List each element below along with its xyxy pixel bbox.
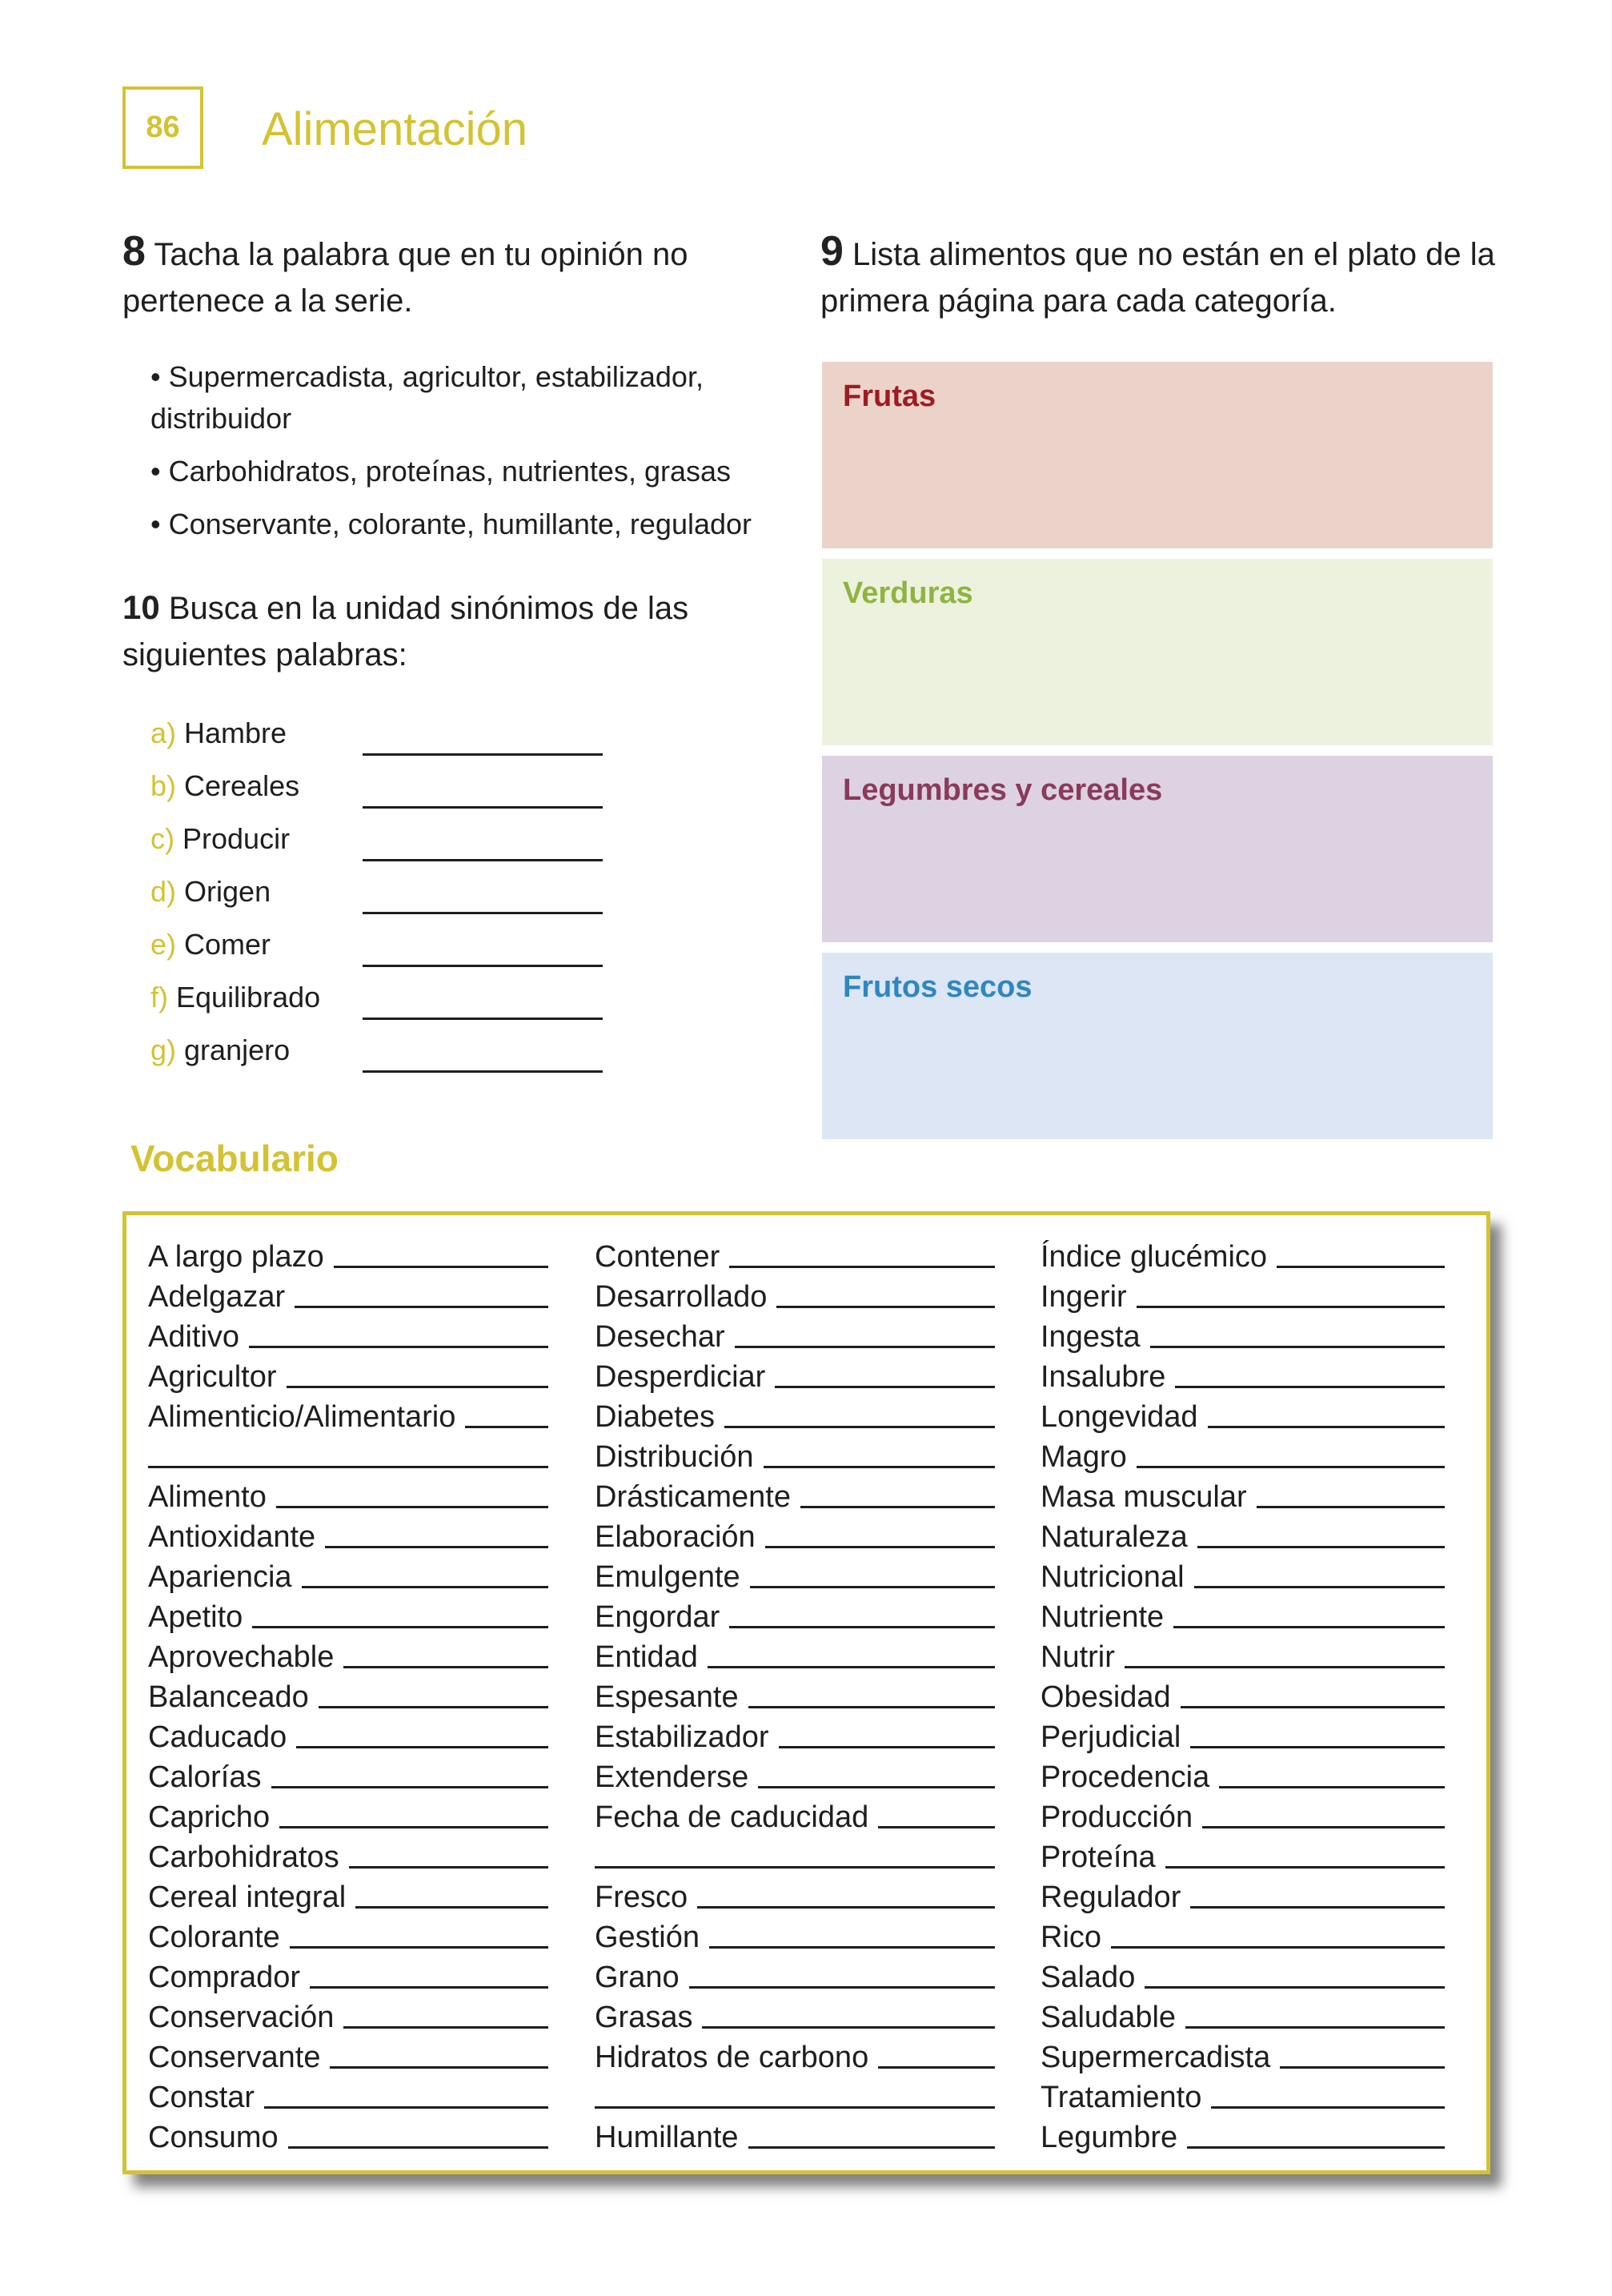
bullet-icon: • bbox=[150, 508, 161, 540]
vocabulary-row bbox=[595, 1915, 995, 1955]
vocabulary-term: Masa muscular bbox=[1041, 1480, 1247, 1514]
synonym-item bbox=[150, 822, 631, 875]
item-letter: d) bbox=[150, 875, 177, 908]
vocabulary-row bbox=[595, 1795, 995, 1835]
answer-blank[interactable] bbox=[775, 1386, 995, 1388]
answer-blank[interactable] bbox=[363, 806, 603, 809]
answer-blank[interactable] bbox=[363, 1070, 603, 1073]
vocabulary-row bbox=[1041, 2035, 1445, 2075]
vocabulary-row bbox=[1041, 2115, 1445, 2155]
answer-blank[interactable] bbox=[729, 1266, 995, 1268]
vocabulary-term: Perjudicial bbox=[1041, 1720, 1181, 1754]
answer-blank[interactable] bbox=[1190, 1746, 1445, 1748]
bullet-icon: • bbox=[150, 455, 161, 488]
answer-blank[interactable] bbox=[319, 1706, 548, 1708]
answer-blank[interactable] bbox=[355, 1906, 548, 1909]
category-label: Frutos secos bbox=[843, 970, 1033, 1004]
answer-blank[interactable] bbox=[1181, 1706, 1445, 1708]
exercise-9-instruction bbox=[820, 228, 1501, 324]
exercise-8-list bbox=[150, 356, 783, 556]
vocabulary-row bbox=[148, 2035, 548, 2075]
vocabulary-row bbox=[148, 1555, 548, 1595]
vocabulary-row bbox=[148, 2115, 548, 2155]
vocabulary-row bbox=[1041, 1355, 1445, 1395]
vocabulary-column-2 bbox=[595, 1234, 995, 2155]
answer-blank[interactable] bbox=[724, 1426, 995, 1428]
answer-blank[interactable] bbox=[800, 1506, 995, 1508]
vocabulary-term: Insalubre bbox=[1041, 1360, 1166, 1394]
vocabulary-term: Desechar bbox=[595, 1320, 725, 1354]
item-word: Producir bbox=[182, 822, 291, 855]
synonym-list bbox=[150, 716, 631, 1086]
vocabulary-row bbox=[595, 1274, 995, 1315]
answer-blank[interactable] bbox=[697, 1906, 995, 1909]
vocabulary-term: Engordar bbox=[595, 1600, 720, 1634]
vocabulary-row bbox=[595, 1435, 995, 1475]
answer-blank[interactable] bbox=[1208, 1426, 1445, 1428]
item-word: Equilibrado bbox=[176, 981, 321, 1014]
vocabulary-term: Alimento bbox=[148, 1480, 267, 1514]
answer-blank[interactable] bbox=[252, 1626, 548, 1628]
item-letter: c) bbox=[150, 822, 174, 855]
vocabulary-box bbox=[122, 1211, 1490, 2174]
list-item: • Carbohidratos, proteínas, nutrientes, grasas bbox=[150, 455, 731, 488]
vocabulary-row bbox=[1041, 1835, 1445, 1875]
vocabulary-row bbox=[148, 1955, 548, 1995]
answer-blank[interactable] bbox=[1280, 2066, 1445, 2069]
vocabulary-row bbox=[148, 1835, 548, 1875]
vocabulary-row bbox=[148, 1715, 548, 1755]
vocabulary-term: Estabilizador bbox=[595, 1720, 769, 1754]
exercise-8-number: 8 bbox=[122, 228, 146, 275]
vocabulary-term: Extenderse bbox=[595, 1760, 749, 1794]
exercise-10-number: 10 bbox=[122, 588, 160, 626]
vocabulary-term: Obesidad bbox=[1041, 1680, 1171, 1714]
vocabulary-row bbox=[595, 1315, 995, 1355]
vocabulary-row bbox=[148, 2075, 548, 2115]
vocabulary-row bbox=[595, 1635, 995, 1675]
item-word: Origen bbox=[184, 875, 271, 908]
exercise-8-instruction bbox=[122, 228, 795, 324]
answer-blank[interactable] bbox=[1111, 1946, 1445, 1949]
vocabulary-row bbox=[1041, 1635, 1445, 1675]
answer-blank[interactable] bbox=[1165, 1866, 1445, 1869]
synonym-item bbox=[150, 769, 631, 822]
item-letter: b) bbox=[150, 769, 177, 802]
vocabulary-row bbox=[1041, 2075, 1445, 2115]
vocabulary-term: Antioxidante bbox=[148, 1520, 316, 1554]
answer-blank[interactable] bbox=[330, 2066, 548, 2069]
vocabulary-term: Grano bbox=[595, 1961, 680, 1994]
item-word: Cereales bbox=[184, 769, 300, 802]
vocabulary-row bbox=[1041, 1955, 1445, 1995]
category-box-legumbres-cereales[interactable] bbox=[822, 756, 1493, 942]
synonym-item bbox=[150, 716, 631, 769]
item-letter: e) bbox=[150, 928, 177, 961]
answer-blank[interactable] bbox=[1125, 1666, 1445, 1668]
vocabulary-row bbox=[148, 1795, 548, 1835]
vocabulary-term: Saludable bbox=[1041, 2001, 1177, 2034]
vocabulary-row bbox=[148, 1274, 548, 1315]
vocabulary-row bbox=[148, 1635, 548, 1675]
vocabulary-row bbox=[148, 1755, 548, 1795]
answer-blank[interactable] bbox=[735, 1346, 995, 1348]
vocabulary-row bbox=[148, 1995, 548, 2035]
vocabulary-column-3 bbox=[1041, 1234, 1445, 2155]
vocabulary-term: Gestión bbox=[595, 1921, 700, 1954]
answer-blank[interactable] bbox=[325, 1546, 548, 1548]
list-item: • Supermercadista, agricultor, estabilizador, distribuidor bbox=[150, 360, 704, 435]
answer-blank[interactable] bbox=[349, 1866, 548, 1869]
vocabulary-term: Supermercadista bbox=[1041, 2041, 1271, 2074]
answer-blank[interactable] bbox=[343, 1666, 548, 1668]
answer-blank[interactable] bbox=[1219, 1786, 1445, 1788]
vocabulary-term: Comprador bbox=[148, 1961, 301, 1994]
vocabulary-term: Caducado bbox=[148, 1720, 287, 1754]
vocabulary-row bbox=[148, 1395, 548, 1435]
answer-blank[interactable] bbox=[878, 2066, 995, 2069]
answer-blank[interactable] bbox=[276, 1506, 548, 1508]
vocabulary-row bbox=[595, 1835, 995, 1875]
vocabulary-term: Cereal integral bbox=[148, 1881, 347, 1914]
synonym-item bbox=[150, 928, 631, 981]
answer-blank[interactable] bbox=[750, 1586, 995, 1588]
vocabulary-row bbox=[595, 1755, 995, 1795]
answer-blank[interactable] bbox=[343, 2026, 548, 2029]
answer-blank[interactable] bbox=[1173, 1626, 1445, 1628]
vocabulary-term: Proteína bbox=[1041, 1840, 1156, 1874]
category-box-verduras[interactable] bbox=[822, 559, 1493, 745]
answer-blank[interactable] bbox=[595, 1866, 995, 1869]
answer-blank[interactable] bbox=[765, 1546, 995, 1548]
vocabulary-term: Fresco bbox=[595, 1881, 688, 1914]
page-number: 86 bbox=[146, 110, 180, 144]
vocabulary-row bbox=[148, 1915, 548, 1955]
answer-blank[interactable] bbox=[334, 1266, 548, 1268]
answer-blank[interactable] bbox=[878, 1826, 995, 1828]
answer-blank[interactable] bbox=[1202, 1826, 1445, 1828]
vocabulary-term: Hidratos de carbono bbox=[595, 2041, 869, 2074]
answer-blank[interactable] bbox=[264, 2106, 548, 2109]
bullet-icon: • bbox=[150, 360, 161, 393]
vocabulary-term: Elaboración bbox=[595, 1520, 756, 1554]
vocabulary-term: Desperdiciar bbox=[595, 1360, 766, 1394]
vocabulary-term: Ingerir bbox=[1041, 1280, 1127, 1314]
vocabulary-term: Distribución bbox=[595, 1440, 754, 1474]
vocabulary-row bbox=[148, 1595, 548, 1635]
item-word: Comer bbox=[184, 928, 271, 961]
vocabulary-term: Entidad bbox=[595, 1640, 698, 1674]
answer-blank[interactable] bbox=[776, 1306, 995, 1308]
answer-blank[interactable] bbox=[779, 1746, 995, 1748]
vocabulary-row bbox=[148, 1355, 548, 1395]
item-word: Hambre bbox=[184, 716, 287, 749]
vocabulary-term: Espesante bbox=[595, 1680, 739, 1714]
vocabulary-term: Procedencia bbox=[1041, 1760, 1210, 1794]
vocabulary-term: Conservación bbox=[148, 2001, 335, 2034]
category-label: Frutas bbox=[843, 379, 936, 413]
answer-blank[interactable] bbox=[302, 1586, 548, 1588]
answer-blank[interactable] bbox=[290, 1946, 548, 1949]
synonym-item bbox=[150, 1034, 631, 1086]
vocabulary-term: Agricultor bbox=[148, 1360, 277, 1394]
answer-blank[interactable] bbox=[595, 2106, 995, 2109]
vocabulary-term: Magro bbox=[1041, 1440, 1127, 1474]
vocabulary-term: Tratamiento bbox=[1041, 2081, 1202, 2114]
answer-blank[interactable] bbox=[295, 1306, 548, 1308]
vocabulary-row bbox=[1041, 1234, 1445, 1274]
answer-blank[interactable] bbox=[729, 1626, 995, 1628]
answer-blank[interactable] bbox=[1150, 1346, 1445, 1348]
vocabulary-row bbox=[595, 1875, 995, 1915]
vocabulary-row bbox=[1041, 1675, 1445, 1715]
vocabulary-row bbox=[595, 1595, 995, 1635]
chapter-title: Alimentación bbox=[262, 103, 528, 155]
answer-blank[interactable] bbox=[1211, 2106, 1445, 2109]
answer-blank[interactable] bbox=[279, 1826, 548, 1828]
vocabulary-term: Humillante bbox=[595, 2121, 739, 2154]
exercise-10-instruction bbox=[122, 584, 731, 678]
item-word: granjero bbox=[184, 1034, 291, 1066]
answer-blank[interactable] bbox=[748, 2146, 995, 2149]
vocabulary-row bbox=[1041, 1555, 1445, 1595]
answer-blank[interactable] bbox=[363, 859, 603, 861]
vocabulary-term: Regulador bbox=[1041, 1881, 1181, 1914]
vocabulary-term: Apetito bbox=[148, 1600, 243, 1634]
item-letter: a) bbox=[150, 716, 177, 749]
vocabulary-term: Nutriente bbox=[1041, 1600, 1165, 1634]
vocabulary-row bbox=[1041, 1995, 1445, 2035]
vocabulary-term: Índice glucémico bbox=[1041, 1240, 1268, 1274]
answer-blank[interactable] bbox=[1257, 1506, 1445, 1508]
vocabulary-row bbox=[595, 1995, 995, 2035]
answer-blank[interactable] bbox=[764, 1466, 995, 1468]
answer-blank[interactable] bbox=[1137, 1466, 1445, 1468]
category-label: Verduras bbox=[843, 576, 973, 610]
item-letter: g) bbox=[150, 1034, 177, 1066]
list-item: • Conservante, colorante, humillante, regulador bbox=[150, 508, 752, 540]
vocabulary-term: Salado bbox=[1041, 1961, 1136, 1994]
answer-blank[interactable] bbox=[689, 1986, 995, 1989]
vocabulary-row bbox=[595, 1675, 995, 1715]
answer-blank[interactable] bbox=[148, 1466, 548, 1468]
vocabulary-row bbox=[595, 2075, 995, 2115]
answer-blank[interactable] bbox=[1145, 1986, 1445, 1989]
vocabulary-row bbox=[148, 1234, 548, 1274]
vocabulary-row bbox=[595, 1475, 995, 1515]
vocabulary-term: Producción bbox=[1041, 1800, 1193, 1834]
answer-blank[interactable] bbox=[310, 1986, 548, 1989]
vocabulary-row bbox=[1041, 1274, 1445, 1315]
vocabulary-term: Legumbre bbox=[1041, 2121, 1178, 2154]
answer-blank[interactable] bbox=[1194, 1586, 1445, 1588]
vocabulary-row bbox=[595, 1955, 995, 1995]
answer-blank[interactable] bbox=[363, 1018, 603, 1020]
vocabulary-row bbox=[1041, 1515, 1445, 1555]
category-label: Legumbres y cereales bbox=[843, 773, 1163, 807]
vocabulary-row bbox=[1041, 1475, 1445, 1515]
vocabulary-row bbox=[1041, 1595, 1445, 1635]
exercise-9-number: 9 bbox=[820, 228, 844, 275]
vocabulary-term: Fecha de caducidad bbox=[595, 1800, 869, 1834]
answer-blank[interactable] bbox=[1137, 1306, 1445, 1308]
vocabulary-row bbox=[1041, 1715, 1445, 1755]
answer-blank[interactable] bbox=[748, 1706, 995, 1708]
answer-blank[interactable] bbox=[1187, 2146, 1445, 2149]
answer-blank[interactable] bbox=[1185, 2026, 1445, 2029]
vocabulary-term: Apariencia bbox=[148, 1560, 292, 1594]
vocabulary-row bbox=[148, 1315, 548, 1355]
vocabulary-term: Carbohidratos bbox=[148, 1840, 339, 1874]
vocabulary-term: Conservante bbox=[148, 2041, 321, 2074]
answer-blank[interactable] bbox=[1175, 1386, 1445, 1388]
vocabulary-term: Nutricional bbox=[1041, 1560, 1185, 1594]
answer-blank[interactable] bbox=[363, 753, 603, 756]
vocabulary-term: Desarrollado bbox=[595, 1280, 768, 1314]
answer-blank[interactable] bbox=[363, 965, 603, 967]
vocabulary-term: Naturaleza bbox=[1041, 1520, 1188, 1554]
item-letter: f) bbox=[150, 981, 168, 1014]
vocabulary-row bbox=[595, 1515, 995, 1555]
vocabulary-term: Nutrir bbox=[1041, 1640, 1115, 1674]
category-box-frutos-secos[interactable] bbox=[822, 953, 1493, 1139]
synonym-item bbox=[150, 875, 631, 928]
vocabulary-row bbox=[1041, 1915, 1445, 1955]
vocabulary-term: Constar bbox=[148, 2081, 255, 2114]
answer-blank[interactable] bbox=[1197, 1546, 1445, 1548]
vocabulary-term: Grasas bbox=[595, 2001, 693, 2034]
vocabulary-term: Aditivo bbox=[148, 1320, 240, 1354]
answer-blank[interactable] bbox=[249, 1346, 548, 1348]
answer-blank[interactable] bbox=[1190, 1906, 1445, 1909]
vocabulary-row bbox=[148, 1515, 548, 1555]
vocabulary-row bbox=[1041, 1875, 1445, 1915]
answer-blank[interactable] bbox=[363, 912, 603, 914]
vocabulary-row bbox=[595, 1715, 995, 1755]
vocabulary-row bbox=[1041, 1795, 1445, 1835]
vocabulary-row bbox=[595, 2115, 995, 2155]
vocabulary-row bbox=[148, 1875, 548, 1915]
page-number-box bbox=[122, 86, 203, 169]
vocabulary-row bbox=[148, 1475, 548, 1515]
vocabulary-term: Ingesta bbox=[1041, 1320, 1141, 1354]
vocabulary-column-1 bbox=[148, 1234, 548, 2155]
vocabulary-term: Balanceado bbox=[148, 1680, 309, 1714]
category-box-frutas[interactable] bbox=[822, 362, 1493, 548]
vocabulary-term: Colorante bbox=[148, 1921, 280, 1954]
vocabulary-term: Emulgente bbox=[595, 1560, 740, 1594]
vocabulary-term: Alimenticio/Alimentario bbox=[148, 1400, 456, 1434]
answer-blank[interactable] bbox=[287, 1386, 549, 1388]
vocabulary-row bbox=[1041, 1435, 1445, 1475]
exercise-8-text: Tacha la palabra que en tu opinión no pertenece a la serie. bbox=[122, 237, 688, 319]
synonym-item bbox=[150, 981, 631, 1034]
vocabulary-row bbox=[595, 1355, 995, 1395]
vocabulary-term: A largo plazo bbox=[148, 1240, 324, 1274]
vocabulary-heading: Vocabulario bbox=[130, 1138, 339, 1179]
answer-blank[interactable] bbox=[758, 1786, 995, 1788]
answer-blank[interactable] bbox=[702, 2026, 995, 2029]
answer-blank[interactable] bbox=[1277, 1266, 1445, 1268]
vocabulary-term: Adelgazar bbox=[148, 1280, 286, 1314]
vocabulary-row bbox=[148, 1435, 548, 1475]
vocabulary-term: Contener bbox=[595, 1240, 720, 1274]
answer-blank[interactable] bbox=[271, 1786, 549, 1788]
answer-blank[interactable] bbox=[708, 1666, 995, 1668]
vocabulary-row bbox=[1041, 1315, 1445, 1355]
vocabulary-term: Drásticamente bbox=[595, 1480, 791, 1514]
vocabulary-row bbox=[1041, 1755, 1445, 1795]
vocabulary-row bbox=[148, 1675, 548, 1715]
answer-blank[interactable] bbox=[709, 1946, 995, 1949]
vocabulary-row bbox=[595, 2035, 995, 2075]
answer-blank[interactable] bbox=[465, 1426, 548, 1428]
vocabulary-row bbox=[595, 1555, 995, 1595]
vocabulary-term: Aprovechable bbox=[148, 1640, 335, 1674]
vocabulary-term: Rico bbox=[1041, 1921, 1102, 1954]
answer-blank[interactable] bbox=[288, 2146, 548, 2149]
vocabulary-term: Diabetes bbox=[595, 1400, 715, 1434]
vocabulary-term: Calorías bbox=[148, 1760, 262, 1794]
exercise-9-text: Lista alimentos que no están en el plato de la primera página para cada categoría. bbox=[820, 237, 1495, 319]
vocabulary-row bbox=[595, 1234, 995, 1274]
answer-blank[interactable] bbox=[296, 1746, 548, 1748]
vocabulary-term: Consumo bbox=[148, 2121, 279, 2154]
vocabulary-term: Capricho bbox=[148, 1800, 271, 1834]
exercise-10-text: Busca en la unidad sinónimos de las siguientes palabras: bbox=[122, 591, 689, 672]
vocabulary-term: Longevidad bbox=[1041, 1400, 1198, 1434]
vocabulary-row bbox=[595, 1395, 995, 1435]
vocabulary-row bbox=[1041, 1395, 1445, 1435]
